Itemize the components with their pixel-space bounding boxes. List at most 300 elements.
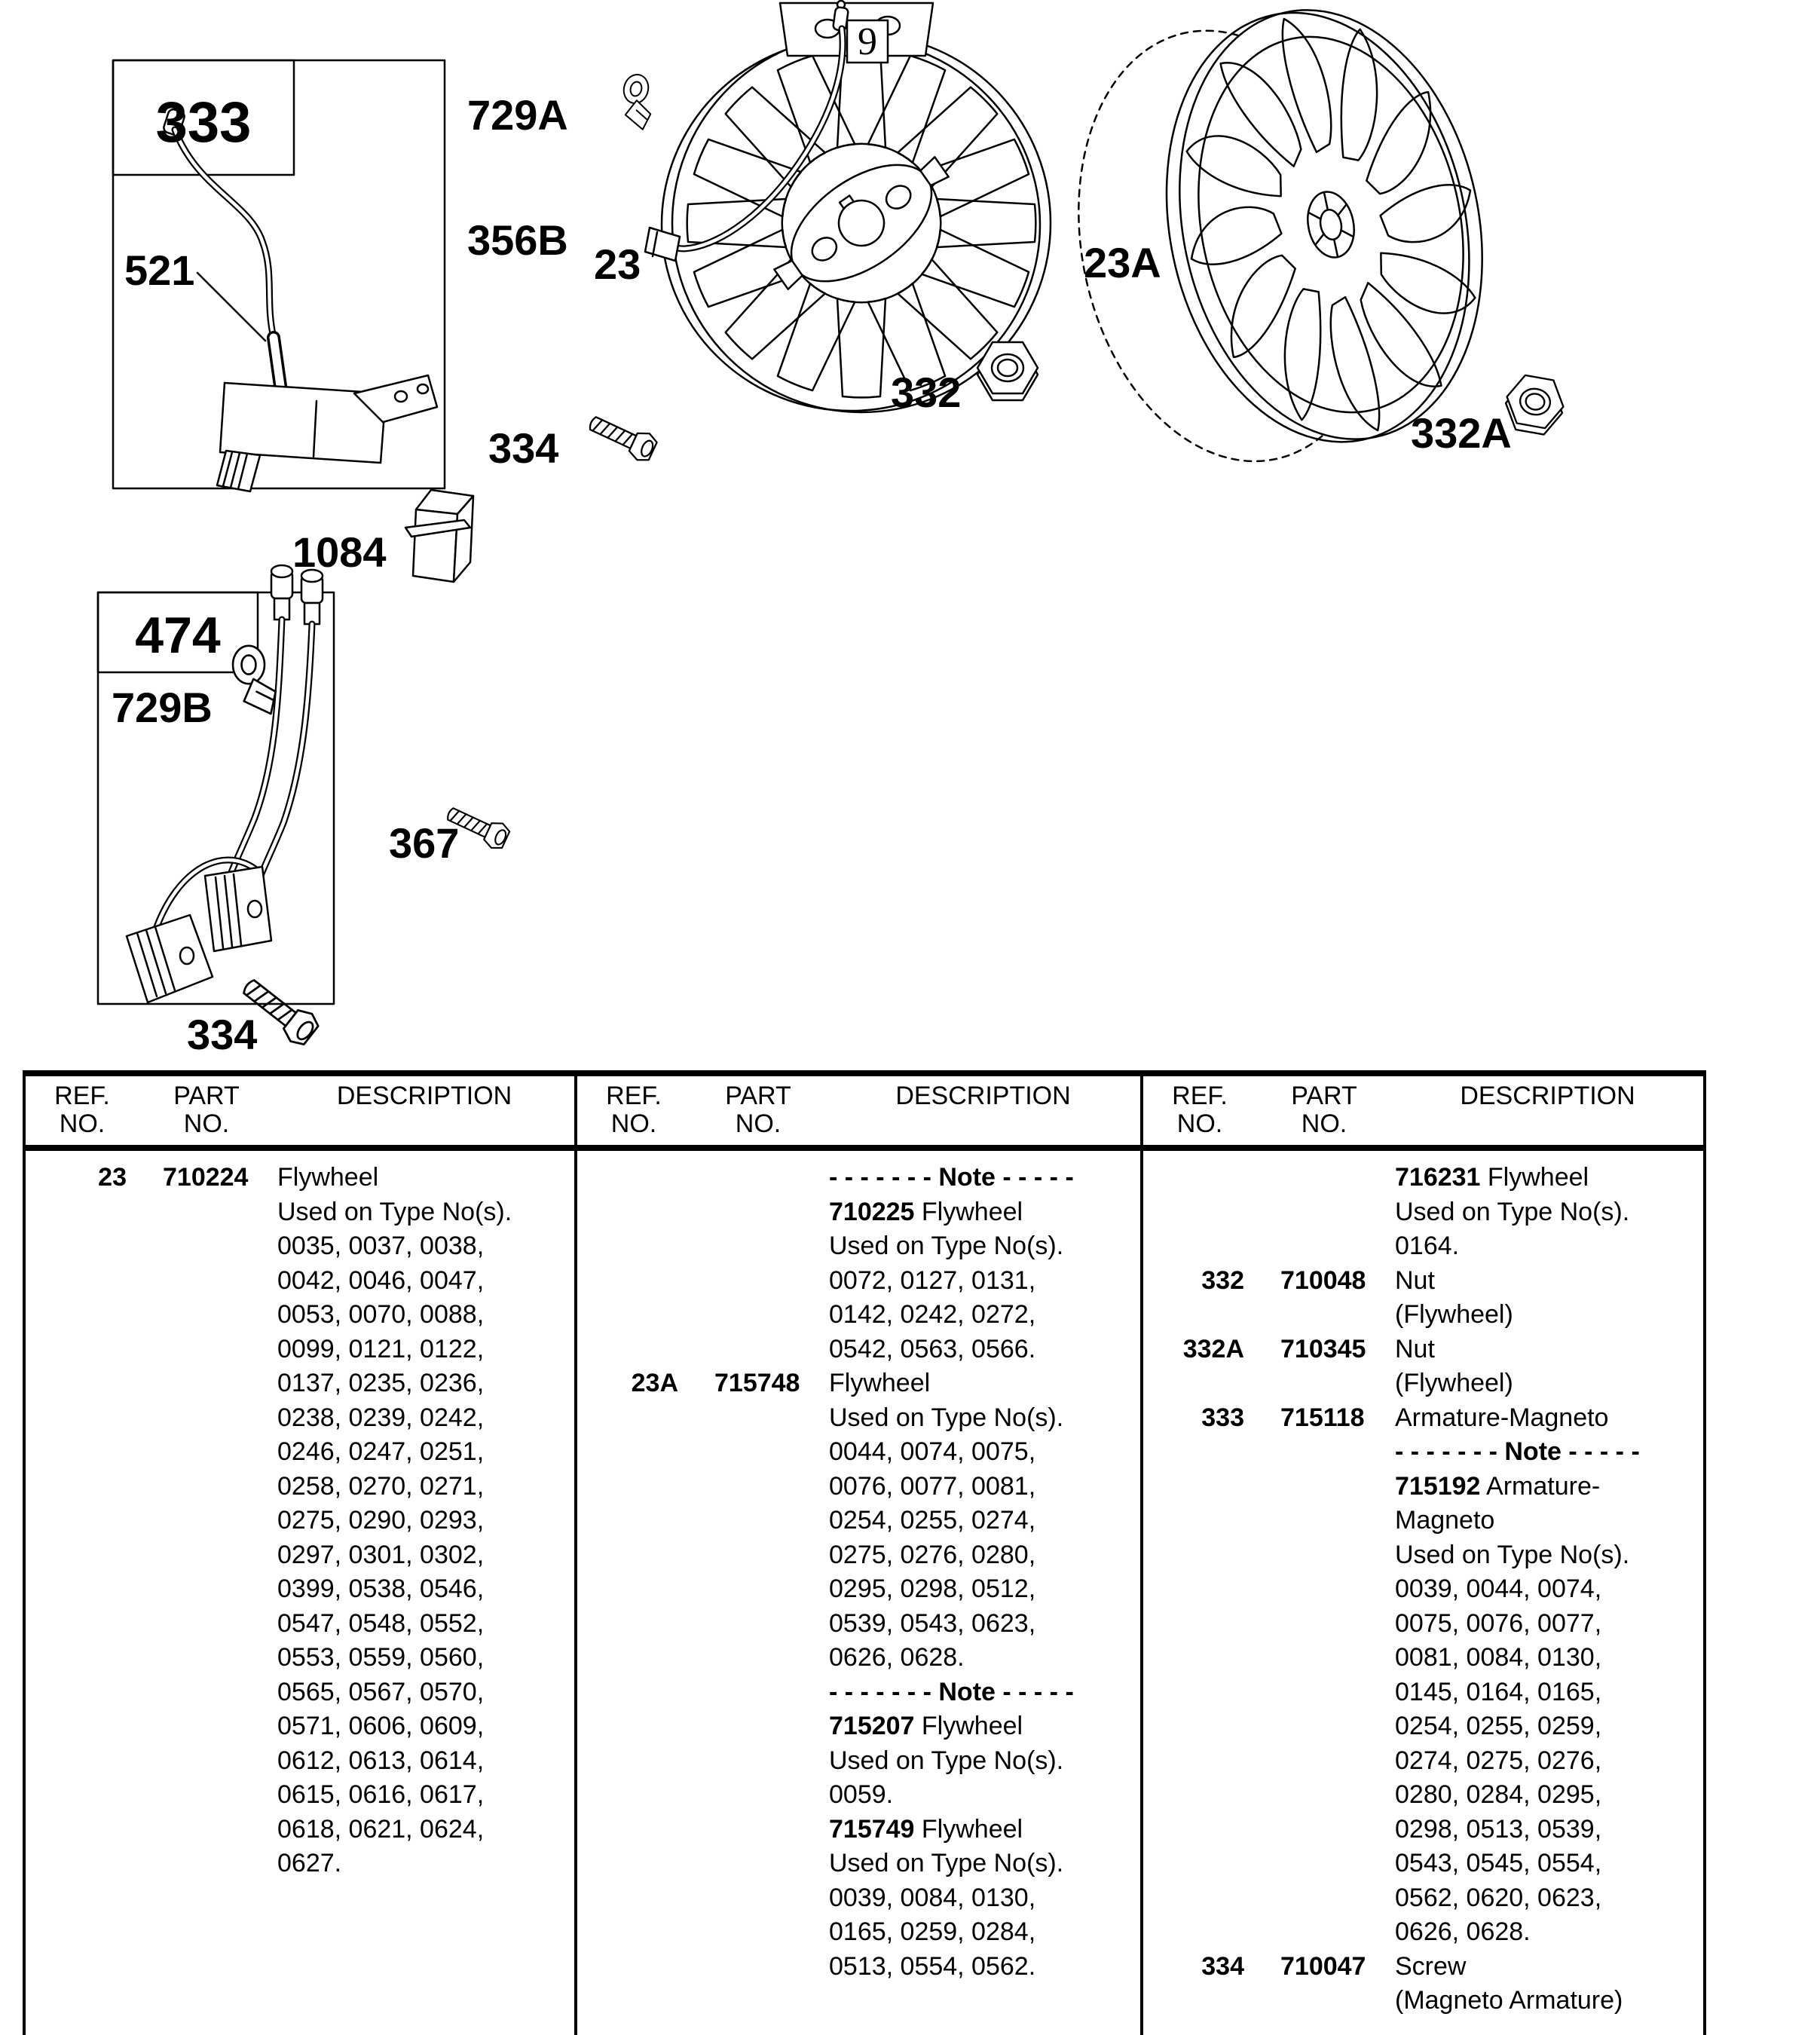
ref-no-cell	[1143, 1607, 1256, 1642]
description-cell: Used on Type No(s).	[829, 1746, 1064, 1775]
ref-no-cell	[26, 1195, 139, 1230]
description-cell: 0053, 0070, 0088,	[277, 1300, 485, 1329]
table-row	[1143, 1607, 1703, 1642]
description-header: DESCRIPTION	[1460, 1082, 1635, 1110]
part-no-cell	[1256, 1778, 1392, 1813]
ref-no-cell	[577, 1641, 690, 1675]
description-cell: 0513, 0554, 0562.	[829, 1951, 1036, 1981]
description-cell: 0543, 0545, 0554,	[1395, 1849, 1602, 1877]
part-no-cell	[1256, 1744, 1392, 1779]
table-row	[577, 1881, 1140, 1916]
table-row	[1143, 1229, 1703, 1264]
part-no-cell	[139, 1264, 274, 1299]
part-no-cell	[139, 1709, 274, 1744]
table-row	[577, 1641, 1140, 1675]
description-cell: 0145, 0164, 0165,	[1395, 1677, 1602, 1706]
ref-no-cell	[577, 1333, 690, 1367]
part-no-cell	[1256, 1607, 1392, 1642]
ref-no-cell	[577, 1572, 690, 1607]
ref-no-cell	[1143, 1778, 1256, 1813]
callout-367: 367	[389, 819, 460, 867]
part-no-cell	[1256, 1366, 1392, 1401]
table-row	[577, 1950, 1140, 1985]
table-row	[26, 1675, 574, 1710]
ref-no-cell	[26, 1470, 139, 1504]
description-cell: 0297, 0301, 0302,	[277, 1540, 485, 1569]
table-row	[26, 1264, 574, 1299]
description-cell: 0626, 0628.	[829, 1643, 965, 1672]
part-no-cell	[1256, 1572, 1392, 1607]
description-cell: Used on Type No(s).	[277, 1197, 512, 1226]
column-rows	[26, 1161, 574, 1881]
table-row	[26, 1572, 574, 1607]
table-row	[1143, 1813, 1703, 1847]
description-cell: - - - - - - - Note - - - - -	[829, 1163, 1074, 1192]
part-no-cell	[139, 1538, 274, 1573]
part-no-cell	[1256, 1709, 1392, 1744]
table-row	[1143, 1401, 1703, 1436]
ref-no-cell	[26, 1572, 139, 1607]
description-cell: Used on Type No(s).	[829, 1403, 1064, 1432]
ref-no-cell	[26, 1778, 139, 1813]
part-no-cell	[690, 1195, 826, 1230]
table-row	[577, 1401, 1140, 1436]
part-no-cell	[690, 1264, 826, 1299]
callout-9: 9	[858, 20, 877, 63]
description-cell: 0039, 0084, 0130,	[829, 1883, 1036, 1912]
table-row	[26, 1607, 574, 1642]
description-cell: 0254, 0255, 0274,	[829, 1506, 1036, 1535]
table-row	[1143, 1778, 1703, 1813]
ref-no-cell	[1143, 1984, 1256, 2018]
callout-332: 332	[891, 369, 962, 416]
table-row	[577, 1778, 1140, 1813]
description-cell: 0275, 0290, 0293,	[277, 1506, 485, 1535]
table-row	[1143, 1298, 1703, 1333]
table-right-border	[1703, 1070, 1706, 2035]
table-row	[577, 1161, 1140, 1195]
part-no-cell	[690, 1470, 826, 1504]
description-cell: (Flywheel)	[1395, 1369, 1513, 1397]
column-rows	[577, 1161, 1140, 1984]
part-no-cell	[690, 1607, 826, 1642]
table-row	[26, 1161, 574, 1195]
description-cell: 0562, 0620, 0623,	[1395, 1883, 1602, 1912]
part-no-cell	[690, 1298, 826, 1333]
ref-no-cell	[1143, 1847, 1256, 1881]
description-cell: Flywheel	[277, 1163, 379, 1192]
ref-no-cell	[577, 1675, 690, 1710]
ref-no-cell	[577, 1744, 690, 1779]
part-no-cell	[690, 1229, 826, 1264]
description-header: DESCRIPTION	[336, 1082, 512, 1110]
table-row	[1143, 1264, 1703, 1299]
part-no-cell	[139, 1813, 274, 1847]
description-cell: 0035, 0037, 0038,	[277, 1232, 485, 1260]
part-no-cell	[690, 1333, 826, 1367]
callout-729a: 729A	[467, 91, 568, 139]
part-no-cell	[139, 1195, 274, 1230]
column-header	[1143, 1070, 1703, 1161]
part-no-cell	[1256, 1470, 1392, 1504]
ref-no-cell: 23	[98, 1163, 127, 1192]
table-row	[26, 1366, 574, 1401]
ref-no-cell	[1143, 1675, 1256, 1710]
table-row	[1143, 1195, 1703, 1230]
description-cell: 0547, 0548, 0552,	[277, 1608, 485, 1638]
description-cell: 715192 Armature-	[1395, 1471, 1601, 1501]
ref-no-cell	[1143, 1744, 1256, 1779]
description-cell: 0627.	[277, 1849, 342, 1877]
description-cell: 710225 Flywheel	[829, 1197, 1023, 1226]
part-no-cell	[690, 1675, 826, 1710]
ref-no-cell	[26, 1504, 139, 1538]
description-cell: 0076, 0077, 0081,	[829, 1471, 1036, 1501]
part-no-cell	[139, 1298, 274, 1333]
part-no-header: PART NO.	[173, 1082, 240, 1138]
part-no-cell	[690, 1915, 826, 1950]
ref-no-cell	[577, 1195, 690, 1230]
table-row	[577, 1298, 1140, 1333]
description-cell: 0254, 0255, 0259,	[1395, 1712, 1602, 1740]
table-row	[1143, 1538, 1703, 1573]
ref-no-cell	[1143, 1709, 1256, 1744]
part-no-cell	[690, 1161, 826, 1195]
table-row	[26, 1744, 574, 1779]
callout-474: 474	[135, 607, 221, 664]
description-cell: 0626, 0628.	[1395, 1917, 1531, 1946]
description-cell: 715207 Flywheel	[829, 1712, 1023, 1740]
table-row	[577, 1504, 1140, 1538]
part-no-cell	[1256, 1641, 1392, 1675]
description-cell: 715749 Flywheel	[829, 1814, 1023, 1844]
ref-no-cell	[26, 1264, 139, 1299]
ref-no-cell	[26, 1229, 139, 1264]
part-no-cell	[690, 1572, 826, 1607]
table-row	[1143, 1950, 1703, 1985]
ref-no-cell	[577, 1813, 690, 1847]
ref-no-cell	[577, 1915, 690, 1950]
ref-no-cell	[577, 1401, 690, 1436]
ref-no-cell	[26, 1333, 139, 1367]
description-cell: Screw	[1395, 1951, 1467, 1981]
table-row	[1143, 1984, 1703, 2018]
ref-no-cell	[1143, 1504, 1256, 1538]
part-no-cell	[139, 1504, 274, 1538]
description-cell: 0565, 0567, 0570,	[277, 1677, 485, 1706]
callout-334-bottom: 334	[187, 1011, 258, 1058]
part-no-cell	[139, 1641, 274, 1675]
part-no-header: PART NO.	[725, 1082, 791, 1138]
part-no-cell	[1256, 1984, 1392, 2018]
part-no-cell	[690, 1538, 826, 1573]
ref-no-cell	[26, 1847, 139, 1881]
description-cell: 0399, 0538, 0546,	[277, 1574, 485, 1603]
ref-no-cell: 332	[1201, 1265, 1244, 1295]
ref-no-cell	[1143, 1470, 1256, 1504]
description-cell: Used on Type No(s).	[1395, 1540, 1630, 1569]
table-row	[26, 1847, 574, 1881]
callout-334-top: 334	[488, 424, 559, 472]
description-cell: 0280, 0284, 0295,	[1395, 1780, 1602, 1809]
description-cell: 716231 Flywheel	[1395, 1163, 1589, 1192]
table-row	[26, 1813, 574, 1847]
ref-no-cell	[26, 1641, 139, 1675]
table-row	[577, 1264, 1140, 1299]
ref-no-cell: 333	[1201, 1403, 1244, 1432]
part-no-cell	[139, 1744, 274, 1779]
ref-no-cell	[577, 1470, 690, 1504]
table-row	[26, 1435, 574, 1470]
ref-no-cell	[577, 1435, 690, 1470]
part-no-cell: 710345	[1280, 1334, 1366, 1363]
ref-no-cell	[1143, 1161, 1256, 1195]
table-row	[26, 1401, 574, 1436]
table-row	[26, 1504, 574, 1538]
ref-no-cell: 23A	[631, 1369, 678, 1397]
description-cell: 0081, 0084, 0130,	[1395, 1643, 1602, 1672]
part-no-cell	[690, 1709, 826, 1744]
ref-no-cell	[26, 1813, 139, 1847]
description-cell: 0164.	[1395, 1232, 1460, 1260]
ref-no-cell	[26, 1401, 139, 1436]
table-row	[577, 1675, 1140, 1710]
part-no-cell: 710224	[163, 1163, 249, 1192]
part-no-cell: 710047	[1280, 1951, 1366, 1981]
ref-no-cell	[577, 1229, 690, 1264]
description-cell: 0142, 0242, 0272,	[829, 1300, 1036, 1329]
description-cell: 0246, 0247, 0251,	[277, 1437, 485, 1466]
callout-23: 23	[594, 240, 641, 288]
description-cell: 0042, 0046, 0047,	[277, 1265, 485, 1295]
description-cell: - - - - - - - Note - - - - -	[1395, 1437, 1640, 1466]
ref-no-cell	[26, 1366, 139, 1401]
description-cell: 0542, 0563, 0566.	[829, 1334, 1036, 1363]
part-no-cell	[1256, 1881, 1392, 1916]
ref-no-cell	[577, 1950, 690, 1985]
ref-no-cell	[26, 1538, 139, 1573]
part-no-cell	[139, 1572, 274, 1607]
table-row	[26, 1641, 574, 1675]
part-no-header: PART NO.	[1291, 1082, 1357, 1138]
part-no-cell	[1256, 1161, 1392, 1195]
ref-no-cell	[1143, 1572, 1256, 1607]
table-row	[26, 1709, 574, 1744]
callout-356b: 356B	[467, 216, 568, 264]
part-no-cell	[690, 1950, 826, 1985]
part-no-cell: 715748	[714, 1369, 800, 1397]
table-row	[26, 1298, 574, 1333]
table-column-3	[1143, 1070, 1703, 2035]
table-row	[26, 1195, 574, 1230]
description-cell: (Flywheel)	[1395, 1300, 1513, 1329]
part-no-cell	[139, 1470, 274, 1504]
column-header	[26, 1070, 574, 1161]
part-no-cell	[690, 1813, 826, 1847]
callout-23a: 23A	[1084, 239, 1161, 286]
table-column-1	[26, 1070, 574, 2035]
part-no-cell	[1256, 1675, 1392, 1710]
table-row	[26, 1229, 574, 1264]
table-row	[1143, 1504, 1703, 1538]
table-row	[577, 1538, 1140, 1573]
table-row	[577, 1470, 1140, 1504]
description-cell: Flywheel	[829, 1369, 931, 1397]
description-cell: Used on Type No(s).	[829, 1232, 1064, 1260]
table-row	[577, 1229, 1140, 1264]
table-row	[577, 1813, 1140, 1847]
part-no-cell	[139, 1847, 274, 1881]
part-no-cell	[1256, 1847, 1392, 1881]
ref-no-cell	[1143, 1435, 1256, 1470]
part-no-cell	[690, 1435, 826, 1470]
table-row	[1143, 1572, 1703, 1607]
table-row	[1143, 1881, 1703, 1916]
column-rows	[1143, 1161, 1703, 2018]
description-cell: 0618, 0621, 0624,	[277, 1814, 485, 1844]
ref-no-cell	[26, 1607, 139, 1642]
part-no-cell	[1256, 1538, 1392, 1573]
table-row	[577, 1195, 1140, 1230]
description-cell: 0274, 0275, 0276,	[1395, 1746, 1602, 1775]
description-cell: 0571, 0606, 0609,	[277, 1712, 485, 1740]
description-cell: 0615, 0616, 0617,	[277, 1780, 485, 1809]
ref-no-cell	[26, 1744, 139, 1779]
part-no-cell	[690, 1504, 826, 1538]
description-cell: 0275, 0276, 0280,	[829, 1540, 1036, 1569]
description-cell: - - - - - - - Note - - - - -	[829, 1677, 1074, 1706]
description-cell: 0298, 0513, 0539,	[1395, 1814, 1602, 1844]
table-row	[577, 1709, 1140, 1744]
ref-no-cell	[1143, 1915, 1256, 1950]
part-no-cell	[1256, 1298, 1392, 1333]
description-cell: 0075, 0076, 0077,	[1395, 1608, 1602, 1638]
description-header: DESCRIPTION	[895, 1082, 1071, 1110]
description-cell: Nut	[1395, 1334, 1435, 1363]
part-no-cell	[1256, 1195, 1392, 1230]
table-row	[1143, 1744, 1703, 1779]
callout-332a: 332A	[1411, 409, 1512, 457]
part-no-cell	[139, 1778, 274, 1813]
part-no-cell	[139, 1435, 274, 1470]
description-cell: 0238, 0239, 0242,	[277, 1403, 485, 1432]
description-cell: 0258, 0270, 0271,	[277, 1471, 485, 1501]
ref-no-cell	[26, 1435, 139, 1470]
table-row	[1143, 1435, 1703, 1470]
table-row	[1143, 1675, 1703, 1710]
ref-no-cell	[26, 1298, 139, 1333]
ref-no-cell	[577, 1504, 690, 1538]
table-column-2	[577, 1070, 1140, 2035]
description-cell: Armature-Magneto	[1395, 1403, 1609, 1432]
callout-333: 333	[155, 90, 252, 155]
ref-no-header: REF. NO.	[606, 1082, 662, 1138]
ref-no-cell	[1143, 1538, 1256, 1573]
table-row	[1143, 1915, 1703, 1950]
part-no-cell: 715118	[1280, 1403, 1365, 1432]
part-no-cell	[690, 1847, 826, 1881]
ref-no-cell	[1143, 1881, 1256, 1916]
ref-no-cell	[26, 1709, 139, 1744]
ref-no-cell: 332A	[1182, 1334, 1244, 1363]
part-no-cell	[690, 1778, 826, 1813]
ref-no-header: REF. NO.	[54, 1082, 110, 1138]
part-no-cell	[139, 1333, 274, 1367]
part-no-cell	[1256, 1915, 1392, 1950]
ref-no-cell	[577, 1847, 690, 1881]
table-row	[26, 1470, 574, 1504]
description-cell: 0059.	[829, 1780, 894, 1809]
part-no-cell	[1256, 1504, 1392, 1538]
description-cell: 0165, 0259, 0284,	[829, 1917, 1036, 1946]
description-cell: Magneto	[1395, 1506, 1495, 1535]
table-row	[577, 1333, 1140, 1367]
description-cell: Used on Type No(s).	[829, 1849, 1064, 1877]
table-row	[26, 1333, 574, 1367]
ref-no-cell	[577, 1298, 690, 1333]
part-no-cell	[139, 1401, 274, 1436]
description-cell: 0099, 0121, 0122,	[277, 1334, 485, 1363]
table-row	[26, 1538, 574, 1573]
callout-1084: 1084	[292, 528, 387, 576]
table-row	[1143, 1470, 1703, 1504]
part-no-cell	[139, 1229, 274, 1264]
table-row	[1143, 1641, 1703, 1675]
description-cell: 0137, 0235, 0236,	[277, 1369, 485, 1397]
ref-no-cell	[577, 1161, 690, 1195]
ref-no-cell	[577, 1538, 690, 1573]
part-no-cell	[690, 1881, 826, 1916]
part-no-cell	[1256, 1813, 1392, 1847]
ref-no-cell	[1143, 1813, 1256, 1847]
part-no-cell	[1256, 1229, 1392, 1264]
table-row	[577, 1435, 1140, 1470]
part-no-cell	[139, 1366, 274, 1401]
table-row	[1143, 1161, 1703, 1195]
description-cell: 0039, 0044, 0074,	[1395, 1574, 1602, 1603]
ref-no-cell	[1143, 1641, 1256, 1675]
table-row	[1143, 1709, 1703, 1744]
table-row	[577, 1607, 1140, 1642]
table-row	[1143, 1333, 1703, 1367]
description-cell: 0044, 0074, 0075,	[829, 1437, 1036, 1466]
table-row	[1143, 1366, 1703, 1401]
description-cell: 0072, 0127, 0131,	[829, 1265, 1036, 1295]
table-row	[26, 1778, 574, 1813]
part-no-cell	[690, 1744, 826, 1779]
ref-no-cell: 334	[1201, 1951, 1244, 1981]
part-no-cell: 710048	[1280, 1265, 1366, 1295]
part-no-cell	[690, 1641, 826, 1675]
part-no-cell	[139, 1607, 274, 1642]
description-cell: 0295, 0298, 0512,	[829, 1574, 1036, 1603]
description-cell: Nut	[1395, 1265, 1435, 1295]
ref-no-cell	[1143, 1298, 1256, 1333]
description-cell: (Magneto Armature)	[1395, 1986, 1623, 2015]
ref-no-cell	[1143, 1229, 1256, 1264]
description-cell: 0539, 0543, 0623,	[829, 1608, 1036, 1638]
ref-no-cell	[577, 1264, 690, 1299]
description-cell: 0612, 0613, 0614,	[277, 1746, 485, 1775]
part-no-cell	[690, 1401, 826, 1436]
ref-no-header: REF. NO.	[1172, 1082, 1228, 1138]
ref-no-cell	[26, 1675, 139, 1710]
part-no-cell	[139, 1675, 274, 1710]
part-no-cell	[1256, 1435, 1392, 1470]
table-row	[577, 1572, 1140, 1607]
ref-no-cell	[577, 1709, 690, 1744]
ref-no-cell	[1143, 1366, 1256, 1401]
